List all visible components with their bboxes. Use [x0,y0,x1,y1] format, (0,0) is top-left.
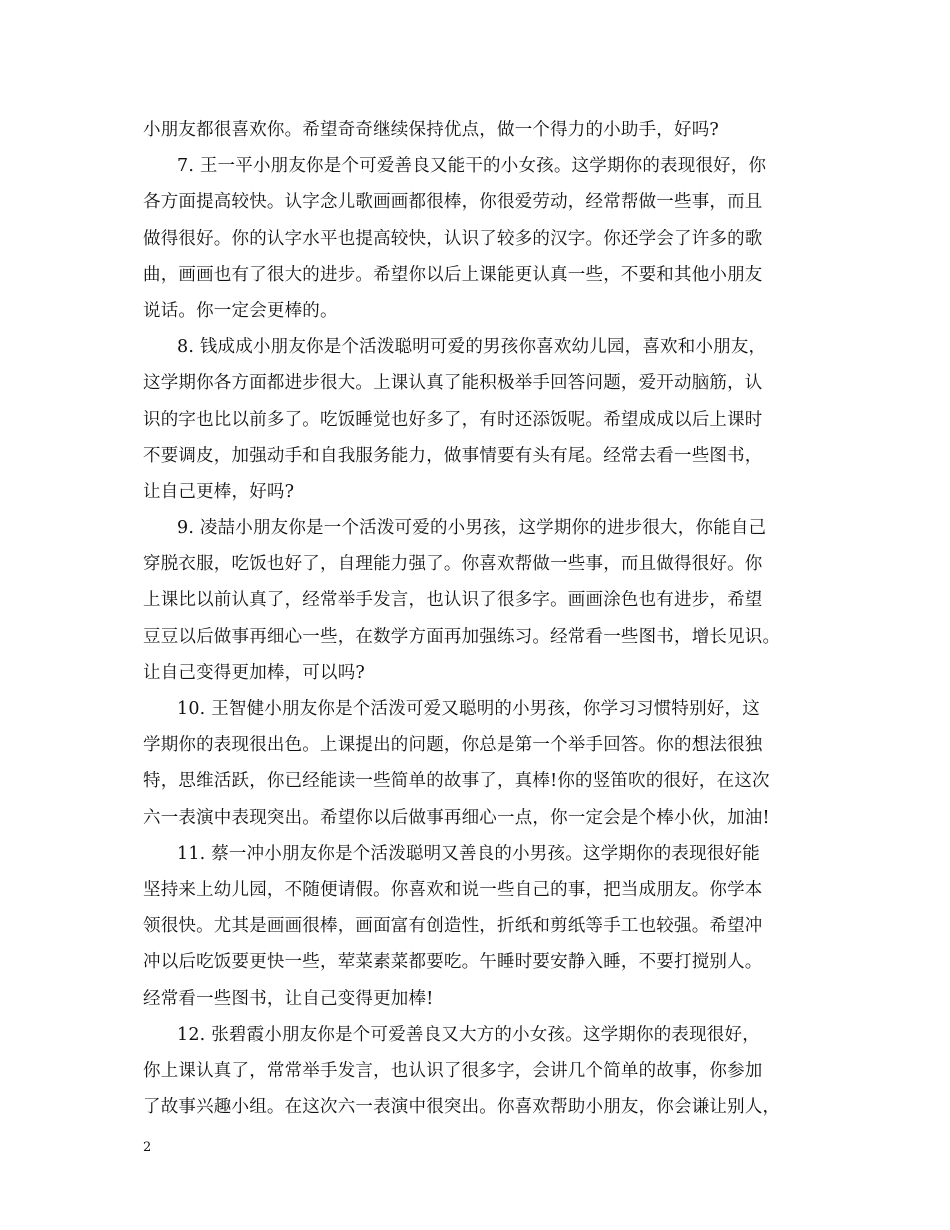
text-line: 穿脱衣服，吃饭也好了，自理能力强了。你喜欢帮做一些事，而且做得很好。你 [143,554,763,575]
text-line: 小朋友都很喜欢你。希望奇奇继续保持优点，做一个得力的小助手，好吗? [143,120,719,140]
text-line: 各方面提高较快。认字念儿歌画画都很棒，你很爱劳动，经常帮做一些事，而且 [143,192,763,213]
page-number: 2 [143,1140,152,1155]
text-line: 上课比以前认真了，经常举手发言，也认识了很多字。画画涂色也有进步，希望 [143,590,763,611]
text-line: 你上课认真了，常常举手发言，也认识了很多字，会讲几个简单的故事，你参加 [143,1060,763,1081]
document-body [143,112,823,1125]
text-line: 识的字也比以前多了。吃饭睡觉也好多了，有时还添饭呢。希望成成以后上课时 [143,409,763,430]
text-line: 这学期你各方面都进步很大。上课认真了能积极举手回答问题，爱开动脑筋，认 [143,373,763,394]
paragraph-first-line: 10. 王智健小朋友你是个活泼可爱又聪明的小男孩，你学习习惯特别好，这 [177,699,760,719]
text-line: 豆豆以后做事再细心一些，在数学方面再加强练习。经常看一些图书，增长见识。 [143,626,781,647]
text-line: 让自己更棒，好吗? [143,481,295,502]
text-line: 了故事兴趣小组。在这次六一表演中很突出。你喜欢帮助小朋友，你会谦让别人， [143,1097,781,1118]
paragraph-first-line: 9. 凌喆小朋友你是一个活泼可爱的小男孩，这学期你的进步很大，你能自己 [177,518,767,539]
text-line: 不要调皮，加强动手和自我服务能力，做事情要有头有尾。经常去看一些图书， [143,445,763,466]
paragraph-first-line: 8. 钱成成小朋友你是个活泼聪明可爱的男孩你喜欢幼儿园，喜欢和小朋友， [177,337,767,358]
text-line: 坚持来上幼儿园，不随便请假。你喜欢和说一些自己的事，把当成朋友。你学本 [143,879,763,900]
text-line: 做得很好。你的认字水平也提高较快，认识了较多的汉字。你还学会了许多的歌 [143,228,763,249]
text-line: 学期你的表现很出色。上课提出的问题，你总是第一个举手回答。你的想法很独 [143,735,763,756]
paragraph-first-line: 11. 蔡一冲小朋友你是个活泼聪明又善良的小男孩。这学期你的表现很好能 [177,843,760,864]
text-line: 特，思维活跃，你已经能读一些简单的故事了，真棒!你的竖笛吹的很好，在这次 [143,771,770,792]
text-line: 六一表演中表现突出。希望你以后做事再细心一点，你一定会是个棒小伙，加油! [143,807,770,828]
text-line: 经常看一些图书，让自己变得更加棒! [143,988,434,1009]
text-line: 曲，画画也有了很大的进步。希望你以后上课能更认真一些，不要和其他小朋友 [143,264,763,285]
text-line: 让自己变得更加棒，可以吗? [143,662,365,683]
text-line: 说话。你一定会更棒的。 [143,300,338,321]
paragraph-first-line: 12. 张碧霞小朋友你是个可爱善良又大方的小女孩。这学期你的表现很好， [177,1024,760,1045]
paragraph-first-line: 7. 王一平小朋友你是个可爱善良又能干的小女孩。这学期你的表现很好，你 [177,156,767,177]
text-line: 领很快。尤其是画画很棒，画面富有创造性，折纸和剪纸等手工也较强。希望冲 [143,916,763,937]
text-line: 冲以后吃饭要更快一些，荤菜素菜都要吃。午睡时要安静入睡，不要打搅别人。 [143,952,763,973]
